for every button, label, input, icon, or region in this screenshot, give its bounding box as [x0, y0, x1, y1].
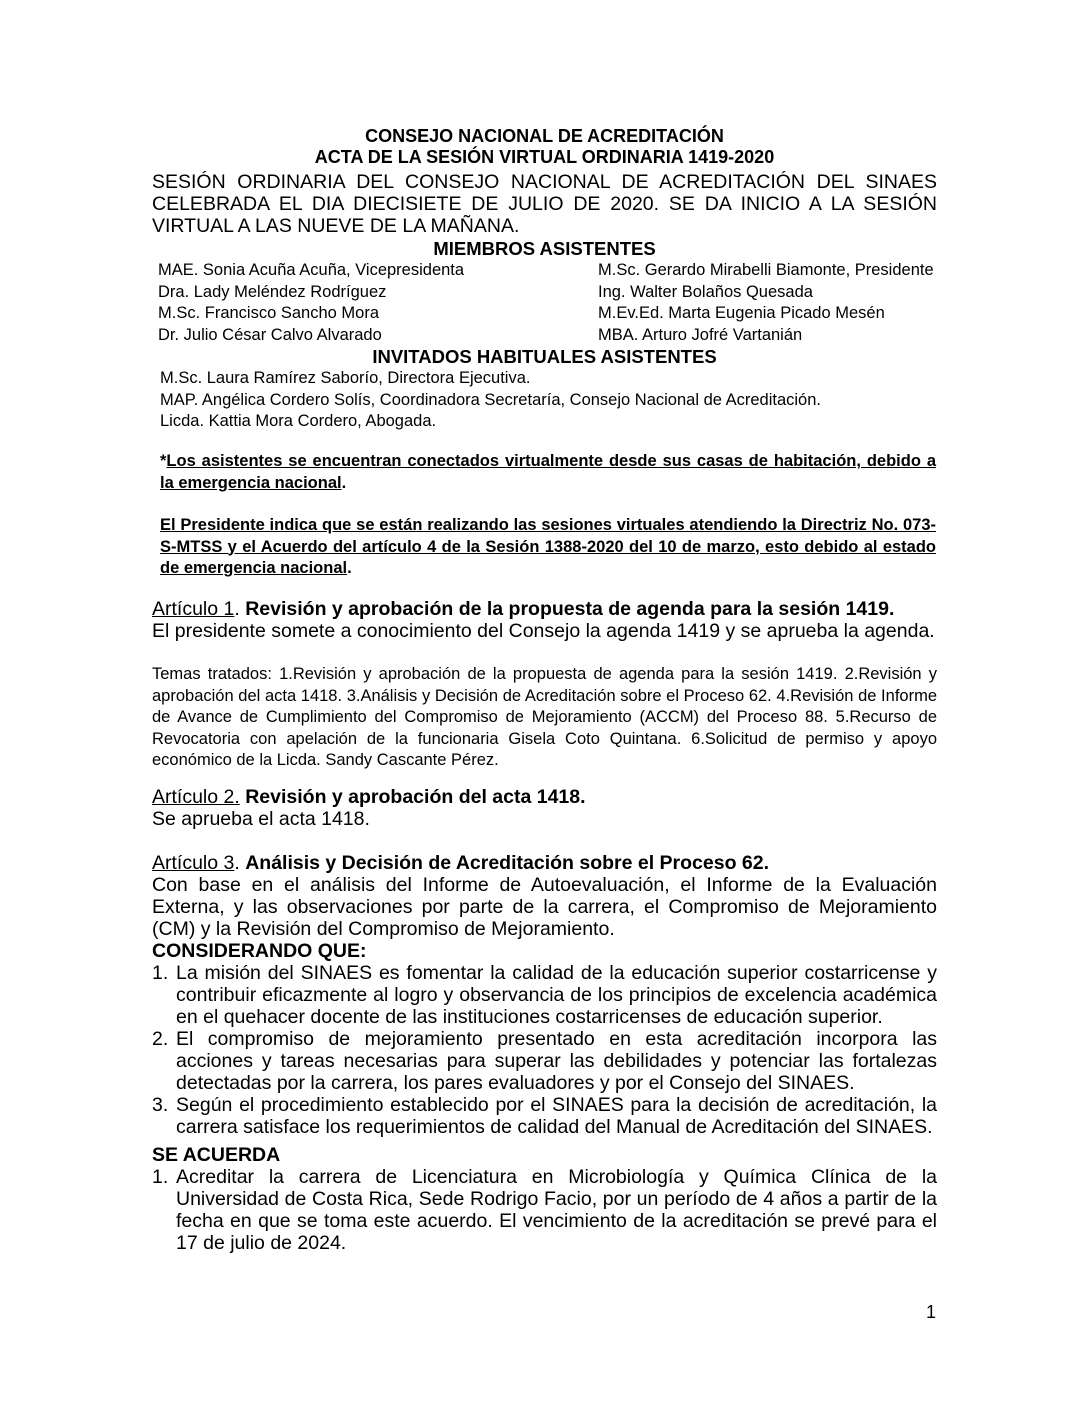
article-separator: .: [234, 598, 246, 620]
considering-heading: CONSIDERANDO QUE:: [152, 940, 367, 962]
title-line-1: CONSEJO NACIONAL DE ACREDITACIÓN: [365, 126, 724, 146]
members-list: [158, 260, 958, 346]
members-row: [158, 282, 958, 304]
considering-item: [152, 1028, 937, 1094]
members-heading: MIEMBROS ASISTENTES: [433, 238, 656, 259]
president-note: [160, 515, 936, 580]
document-title: [152, 126, 937, 168]
note-period: .: [341, 473, 347, 492]
item-text: Acreditar la carrera de Licenciatura en Microbiología y Química Clínica de la Universidad de Costa Rica, Sede Rodrigo Facio, por un período de 4 años a partir de la fecha en que se toma este acuerdo. El vencimiento de la acreditación se prevé para el 17 de julio de 2024.: [176, 1166, 937, 1254]
member-name: MAE. Sonia Acuña Acuña, Vicepresidenta: [158, 261, 465, 279]
item-number: 1.: [152, 1166, 169, 1188]
members-row: [158, 260, 958, 282]
member-name: Ing. Walter Bolaños Quesada: [598, 282, 813, 301]
member-name: MBA. Arturo Jofré Vartanián: [598, 325, 803, 344]
agreed-list: [152, 1166, 937, 1254]
page-number: 1: [926, 1302, 937, 1322]
item-number: 2.: [152, 1028, 169, 1050]
member-name: M.Ev.Ed. Marta Eugenia Picado Mesén: [598, 304, 885, 322]
considering-item: [152, 1094, 937, 1138]
item-text: La misión del SINAES es fomentar la calidad de la educación superior costarricense y contribuir eficazmente al logro y observancia de los principios de excelencia académica en el quehacer docente de las instituciones costarricenses de educación superior.: [176, 962, 937, 1028]
article-title: Revisión y aprobación del acta 1418.: [245, 786, 586, 808]
article-2-heading: [152, 786, 937, 808]
member-name: M.Sc. Gerardo Mirabelli Biamonte, Presidente: [598, 261, 934, 279]
guests-list: [160, 368, 960, 433]
article-1-body: El presidente somete a conocimiento del Consejo la agenda 1419 y se aprueba la agenda.: [152, 620, 935, 642]
article-number: Artículo 1: [152, 598, 235, 620]
note-asterisk: *: [160, 452, 167, 470]
virtual-attendance-note: [160, 451, 936, 494]
item-number: 3.: [152, 1094, 169, 1116]
guests-heading: INVITADOS HABITUALES ASISTENTES: [372, 346, 717, 367]
considering-item: [152, 962, 937, 1028]
guest-item: M.Sc. Laura Ramírez Saborío, Directora Ejecutiva.: [160, 369, 531, 387]
guest-item: MAP. Angélica Cordero Solís, Coordinadora Secretaría, Consejo Nacional de Acreditación.: [160, 390, 821, 409]
item-text: El compromiso de mejoramiento presentado en esta acreditación incorpora las acciones y tareas necesarias para superar las debilidades y potenciar las fortalezas detectadas por la carrera, los pares evaluadores y por el Consejo del SINAES.: [176, 1028, 937, 1094]
considering-list: [152, 962, 937, 1138]
agreed-heading: SE ACUERDA: [152, 1144, 281, 1166]
members-row: [158, 325, 958, 347]
article-1-topics: Temas tratados: 1.Revisión y aprobación de la propuesta de agenda para la sesión 1419. 2.Revisión y aprobación del acta 1418. 3.Análisis y Decisión de Acreditación sobre el Proceso 62. 4.Revisión de Informe de Avance de Cumplimiento del Compromiso de Mejoramiento (ACCM) del Proceso 88. 5.Recurso de Revocatoria con apelación de la funcionaria Gisela Coto Quintana. 6.Solicitud de permiso y apoyo económico de la Licda. Sandy Cascante Pérez.: [152, 665, 937, 769]
item-number: 1.: [152, 962, 169, 984]
member-name: Dra. Lady Meléndez Rodríguez: [158, 282, 387, 301]
article-number: Artículo 3: [152, 852, 235, 874]
session-intro: SESIÓN ORDINARIA DEL CONSEJO NACIONAL DE ACREDITACIÓN DEL SINAES CELEBRADA EL DIA DIECISIETE DE JULIO DE 2020. SE DA INICIO A LA SESIÓN VIRTUAL A LAS NUEVE DE LA MAÑANA.: [152, 171, 937, 237]
article-2-body: Se aprueba el acta 1418.: [152, 808, 370, 830]
title-line-2: ACTA DE LA SESIÓN VIRTUAL ORDINARIA 1419-2020: [314, 147, 775, 167]
note-text: Los asistentes se encuentran conectados virtualmente desde sus casas de habitación, debido a la emergencia nacional: [160, 452, 936, 492]
note-text: El Presidente indica que se están realizando las sesiones virtuales atendiendo la Directriz No. 073-S-MTSS y el Acuerdo del artículo 4 de la Sesión 1388-2020 del 10 de marzo, esto debido al estado de emergencia nacional: [160, 516, 936, 577]
guest-item: Licda. Kattia Mora Cordero, Abogada.: [160, 412, 437, 430]
members-row: [158, 303, 958, 325]
article-1-heading: [152, 598, 937, 620]
article-separator: .: [234, 852, 246, 874]
item-text: Según el procedimiento establecido por el SINAES para la decisión de acreditación, la carrera satisface los requerimientos de calidad del Manual de Acreditación del SINAES.: [176, 1094, 937, 1138]
note-period: .: [347, 559, 352, 577]
article-3-body: Con base en el análisis del Informe de Autoevaluación, el Informe de la Evaluación Externa, y las observaciones por parte de la carrera, el Compromiso de Mejoramiento (CM) y la Revisión del Compromiso de Mejoramiento.: [152, 874, 937, 940]
article-title: Revisión y aprobación de la propuesta de agenda para la sesión 1419.: [245, 598, 895, 620]
article-3-heading: [152, 852, 937, 874]
article-number: Artículo 2.: [152, 786, 240, 808]
article-title: Análisis y Decisión de Acreditación sobre el Proceso 62.: [245, 852, 770, 874]
member-name: Dr. Julio César Calvo Alvarado: [158, 325, 382, 344]
agreed-item: [152, 1166, 937, 1254]
member-name: M.Sc. Francisco Sancho Mora: [158, 304, 379, 322]
